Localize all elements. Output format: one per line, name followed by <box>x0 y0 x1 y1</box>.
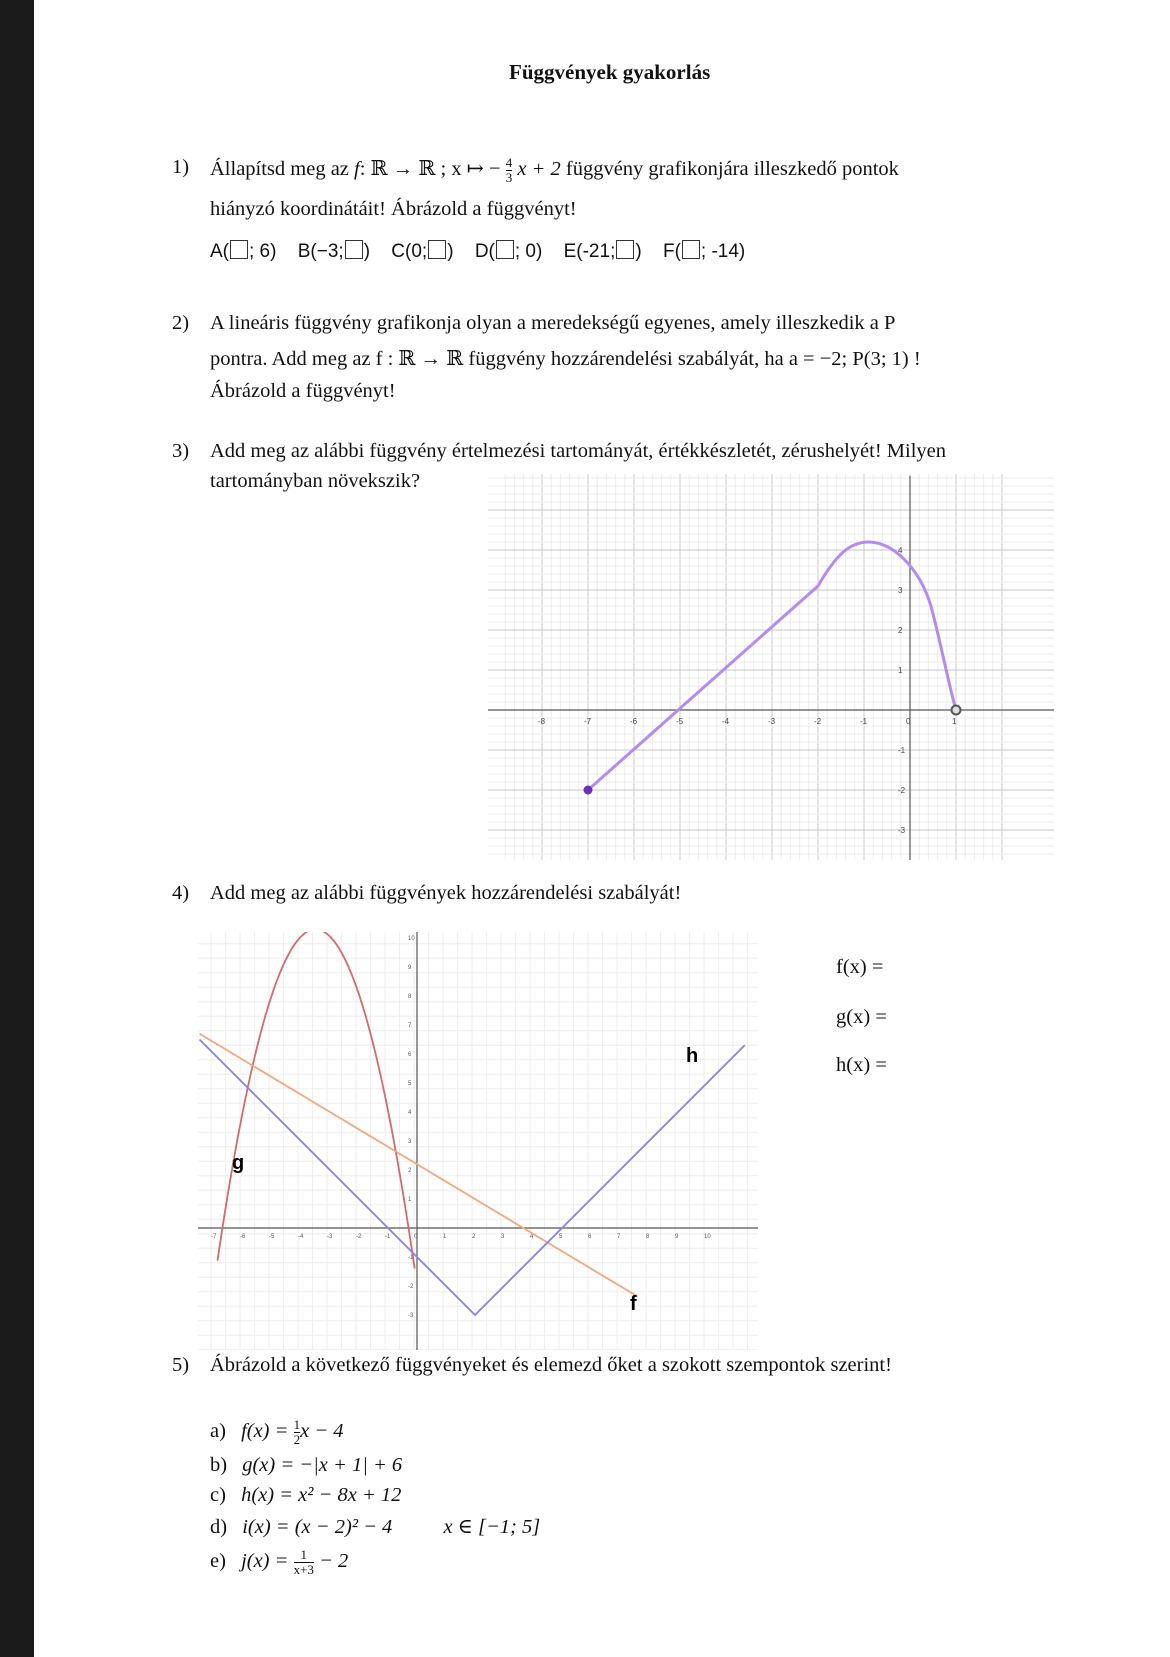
x-tick-label: -4 <box>298 1234 304 1240</box>
point-c-box[interactable] <box>428 240 446 259</box>
graph3-start-point <box>584 786 593 795</box>
task2-line2: pontra. Add meg az f : ℝ → ℝ függvény hozzárendelési szabályát, ha a = −2; P(3; 1) ! <box>210 348 921 370</box>
y-tick-label: 3 <box>408 1139 412 1145</box>
point-b-box[interactable] <box>345 240 363 259</box>
item-c-label: c) <box>210 1484 226 1506</box>
task5-item-a <box>210 1418 344 1447</box>
graph4-grid <box>198 932 758 1350</box>
graph4-label-f: f <box>630 1293 637 1315</box>
y-tick-label: 1 <box>898 666 903 675</box>
x-tick-label: 2 <box>472 1234 476 1240</box>
x-tick-label: 10 <box>704 1234 711 1240</box>
graph4-line-f <box>200 1034 638 1297</box>
item-a-frac-num: 1 <box>293 1417 301 1432</box>
task1-func-name: f <box>354 158 360 181</box>
task3-line1: Add meg az alábbi függvény értelmezési tartományát, értékkészletét, zérushelyét! Milyen <box>210 440 946 462</box>
y-tick-label: -1 <box>408 1255 414 1261</box>
point-d-box[interactable] <box>496 240 514 259</box>
task1-func-map: : ℝ → ℝ ; x ↦ − <box>359 158 501 181</box>
item-e-frac-den: x+3 <box>293 1562 314 1577</box>
task3-number: 3) <box>172 440 190 462</box>
x-tick-label: 4 <box>530 1234 534 1240</box>
task1-frac-den: 3 <box>505 170 513 185</box>
x-tick-label: 1 <box>952 717 957 726</box>
x-tick-label: -1 <box>860 717 868 726</box>
task1-text-a: Állapítsd meg az <box>210 158 349 181</box>
point-b-post: ) <box>363 241 371 262</box>
task5-number: 5) <box>172 1354 190 1376</box>
point-a-pre: A( <box>210 241 229 262</box>
y-tick-label: 7 <box>408 1023 412 1029</box>
point-e-box[interactable] <box>616 240 634 259</box>
point-a-box[interactable] <box>230 240 248 259</box>
x-tick-label: -3 <box>327 1234 333 1240</box>
item-a-lhs: f(x) = <box>241 1420 289 1443</box>
task5-item-b <box>210 1454 402 1477</box>
task1-fraction <box>506 156 513 185</box>
item-d-expr: i(x) = (x − 2)² − 4 <box>242 1516 393 1538</box>
item-d-label: d) <box>210 1516 228 1538</box>
x-tick-label: 9 <box>675 1234 679 1240</box>
x-tick-label: -3 <box>768 717 776 726</box>
y-tick-label: 9 <box>408 965 412 971</box>
task5-item-e <box>210 1548 348 1577</box>
y-tick-label: 3 <box>898 586 903 595</box>
point-f-box[interactable] <box>682 240 700 259</box>
item-a-frac-den: 2 <box>293 1432 301 1447</box>
point-a-post: ; 6) <box>249 241 277 262</box>
y-tick-label: -3 <box>408 1313 414 1319</box>
y-tick-label: -1 <box>898 746 906 755</box>
item-d-domain: x ∈ [−1; 5] <box>443 1516 541 1538</box>
x-tick-label: 6 <box>588 1234 592 1240</box>
answer-g: g(x) = <box>836 1006 887 1028</box>
y-tick-label: 1 <box>408 1197 412 1203</box>
graph3-end-point <box>952 706 961 715</box>
point-e <box>564 241 642 262</box>
y-tick-label: 8 <box>408 994 412 1000</box>
graph-task3 <box>488 474 1054 860</box>
answer-f: f(x) = <box>836 956 884 978</box>
x-tick-label: 8 <box>646 1234 650 1240</box>
x-tick-label: -4 <box>722 717 730 726</box>
y-tick-label: -3 <box>898 826 906 835</box>
x-tick-label: -7 <box>584 717 592 726</box>
x-tick-label: -1 <box>385 1234 391 1240</box>
item-b-label: b) <box>210 1454 228 1476</box>
y-tick-label: 6 <box>408 1052 412 1058</box>
point-d-post: ; 0) <box>514 241 543 262</box>
task5-item-c <box>210 1484 401 1507</box>
item-a-rhs: x − 4 <box>300 1420 344 1443</box>
graph4-label-h: h <box>686 1045 699 1067</box>
point-f-post: ; -14) <box>700 241 746 262</box>
task4-number: 4) <box>172 882 190 904</box>
point-d-pre: D( <box>474 241 495 262</box>
y-tick-label: 2 <box>898 626 903 635</box>
x-tick-label: 0 <box>906 717 911 726</box>
point-c <box>391 241 453 262</box>
y-tick-label: 2 <box>408 1168 412 1174</box>
y-tick-label: -2 <box>898 786 906 795</box>
task1-line1 <box>210 156 899 185</box>
task1-line2: hiányzó koordinátáit! Ábrázold a függvényt! <box>210 198 577 220</box>
point-f-pre: F( <box>662 241 681 262</box>
y-tick-label: -2 <box>408 1284 414 1290</box>
item-e-frac-num: 1 <box>300 1547 308 1562</box>
task4-line: Add meg az alábbi függvények hozzárendelési szabályát! <box>210 882 682 904</box>
graph3-y-tick-labels <box>898 546 906 835</box>
x-tick-label: 5 <box>559 1234 563 1240</box>
page-title: Függvények gyakorlás <box>509 60 711 84</box>
task1-points <box>210 240 745 263</box>
task1-text-b: függvény grafikonjára illeszkedő pontok <box>565 158 899 181</box>
x-tick-label: -7 <box>211 1234 217 1240</box>
point-d <box>475 241 543 262</box>
y-tick-label: 5 <box>408 1081 412 1087</box>
task2-line3: Ábrázold a függvényt! <box>210 380 396 402</box>
item-e-fraction <box>294 1548 314 1577</box>
x-tick-label: 3 <box>501 1234 505 1240</box>
task1-func-tail: x + 2 <box>517 158 561 181</box>
task2-line1: A lineáris függvény grafikonja olyan a meredekségű egyenes, amely illeszkedik a P <box>210 312 896 334</box>
point-e-pre: E(-21; <box>563 241 616 262</box>
x-tick-label: -5 <box>676 717 684 726</box>
item-e-rhs: − 2 <box>319 1550 349 1573</box>
x-tick-label: -6 <box>240 1234 246 1240</box>
item-c-expr: h(x) = x² − 8x + 12 <box>241 1484 402 1506</box>
answer-h: h(x) = <box>836 1054 887 1076</box>
item-a-label: a) <box>210 1420 226 1443</box>
x-tick-label: 1 <box>443 1234 447 1240</box>
x-tick-label: -8 <box>538 717 546 726</box>
graph3-grid <box>488 474 1054 860</box>
x-tick-label: -2 <box>814 717 822 726</box>
graph4-x-tick-labels <box>211 1234 711 1240</box>
task5-item-d <box>210 1514 540 1539</box>
point-e-post: ) <box>635 241 642 262</box>
x-tick-label: 0 <box>414 1234 418 1240</box>
item-b-expr: g(x) = −|x + 1| + 6 <box>242 1454 403 1476</box>
item-e-label: e) <box>210 1550 226 1573</box>
x-tick-label: -5 <box>269 1234 275 1240</box>
y-tick-label: 4 <box>408 1110 412 1116</box>
point-b <box>298 241 370 262</box>
y-tick-label: 10 <box>408 936 415 942</box>
task3-line2: tartományban növekszik? <box>210 470 421 492</box>
x-tick-label: -6 <box>630 717 638 726</box>
point-c-pre: C(0; <box>391 241 428 262</box>
point-a <box>210 241 276 262</box>
x-tick-label: 7 <box>617 1234 621 1240</box>
task2-number: 2) <box>172 312 190 334</box>
graph-task4 <box>198 932 758 1350</box>
x-tick-label: -2 <box>356 1234 362 1240</box>
item-e-lhs: j(x) = <box>241 1550 289 1573</box>
task1-number: 1) <box>172 156 190 178</box>
point-f <box>663 241 745 262</box>
point-b-pre: B(−3; <box>297 241 344 262</box>
y-tick-label: 4 <box>898 546 903 555</box>
task5-line: Ábrázold a következő függvényeket és elemezd őket a szokott szempontok szerint! <box>210 1354 892 1376</box>
graph4-label-g: g <box>232 1152 245 1174</box>
point-c-post: ) <box>447 241 454 262</box>
worksheet-page <box>34 0 1170 1657</box>
task1-frac-num: 4 <box>505 155 513 170</box>
